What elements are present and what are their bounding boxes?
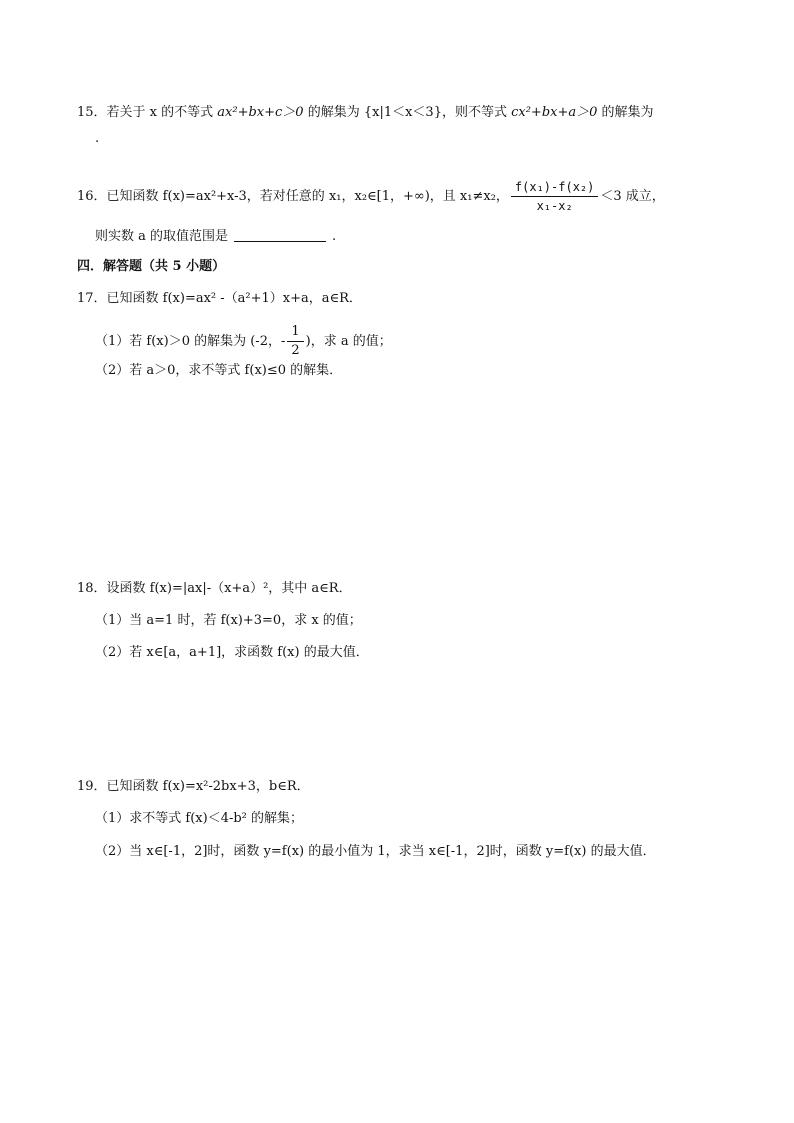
q18-part-2: （2）若 x∈[a，a+1]，求函数 f(x) 的最大值． (95, 645, 369, 660)
section-4-heading: 四．解答题（共 5 小题） (77, 259, 226, 274)
q15-line1 (77, 104, 654, 122)
q15-text-b: 的解集为 {x|1＜x＜3}，则不等式 (303, 105, 512, 120)
q15-trailing-period: . (95, 131, 100, 146)
q16-text-a: 已知函数 f(x)=ax²+x-3，若对任意的 x₁，x₂∈[1，+∞)，且 x₁≠x₂， (106, 189, 509, 204)
q16-answer-blank[interactable] (234, 229, 326, 242)
q17-part-1 (95, 323, 392, 360)
q15-inequality-1: ax²+bx+c＞0 (217, 105, 304, 120)
q17-fraction (287, 323, 303, 360)
q17-part-1-text-b: )，求 a 的值； (305, 334, 392, 349)
q17-fraction-numerator: 1 (287, 323, 303, 342)
q16-text-b: ＜3 成立， (600, 189, 665, 204)
q19-stem: 19．已知函数 f(x)=x²-2bx+3，b∈R． (77, 779, 310, 794)
q16-fraction (511, 178, 598, 215)
q15-text-c: 的解集为 (597, 105, 654, 120)
q19-part-2: （2）当 x∈[-1，2]时，函数 y=f(x) 的最小值为 1，求当 x∈[-1，2]时，函数 y=f(x) 的最大值． (95, 844, 656, 859)
q15-text-a: 若关于 x 的不等式 (106, 105, 218, 120)
q16-line2 (95, 228, 336, 246)
q16-number: 16． (77, 189, 107, 204)
q18-part-1: （1）当 a=1 时，若 f(x)+3=0，求 x 的值； (95, 613, 362, 628)
q15-number: 15． (77, 105, 107, 120)
q17-stem: 17．已知函数 f(x)=ax² -（a²+1）x+a，a∈R． (77, 291, 362, 306)
q15-inequality-2: cx²+bx+a＞0 (511, 105, 598, 120)
q18-stem: 18．设函数 f(x)=|ax|-（x+a）²，其中 a∈R． (77, 581, 352, 596)
q16-fraction-denominator: x₁-x₂ (536, 199, 573, 213)
q16-line1 (77, 178, 665, 215)
q17-fraction-denominator: 2 (291, 343, 300, 358)
q16-end-period: . (332, 229, 337, 244)
q16-line2-text: 则实数 a 的取值范围是 (95, 229, 229, 244)
q19-part-1: （1）求不等式 f(x)＜4-b² 的解集； (95, 811, 304, 826)
q16-fraction-numerator: f(x₁)-f(x₂) (511, 178, 598, 197)
q17-part-2: （2）若 a＞0，求不等式 f(x)≤0 的解集． (95, 363, 343, 378)
q17-part-1-text-a: （1）若 f(x)＞0 的解集为 (-2，- (95, 334, 286, 349)
